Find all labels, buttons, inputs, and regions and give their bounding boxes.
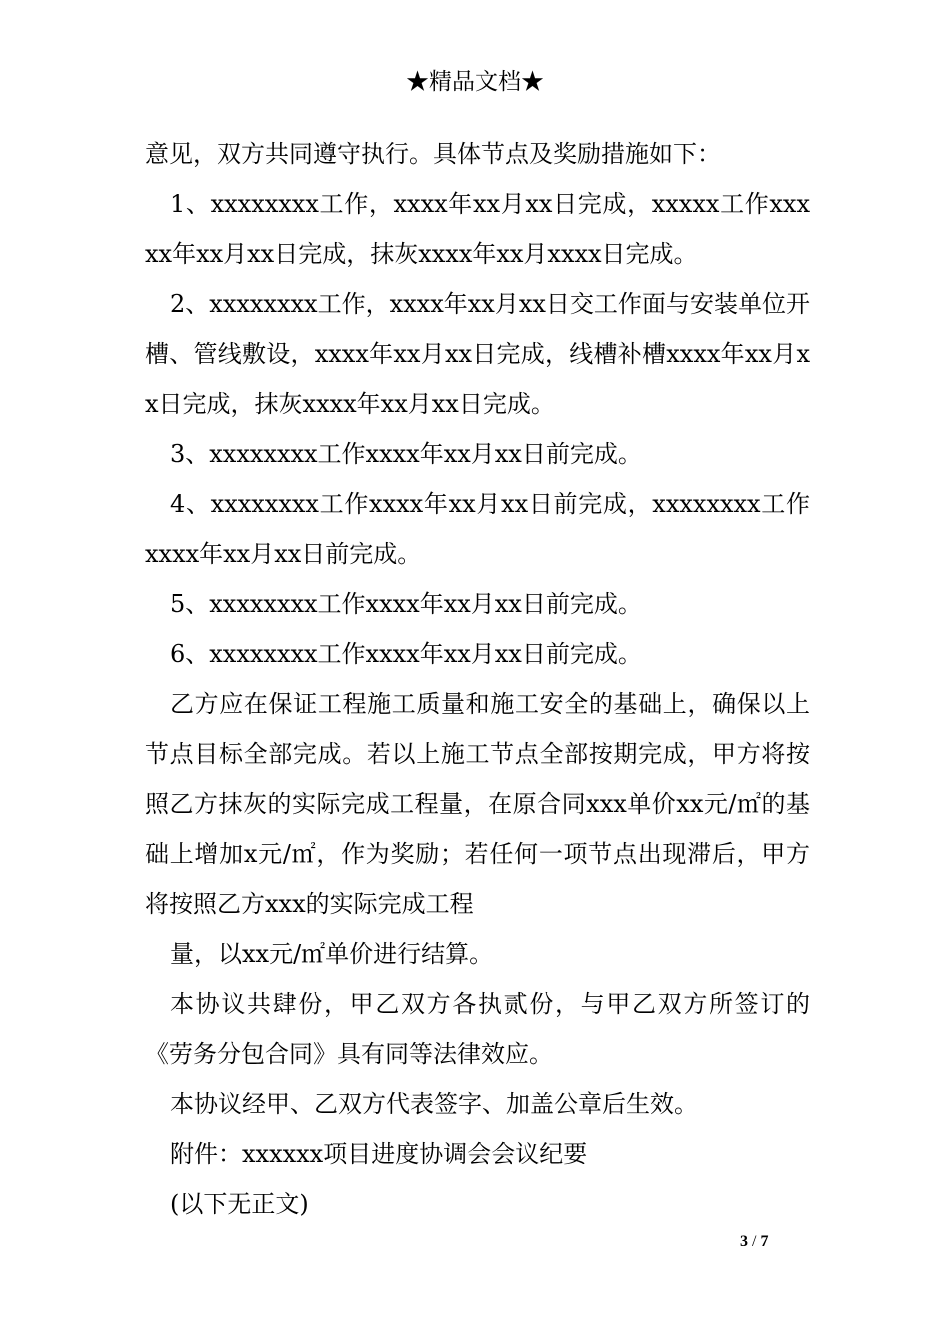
page-total: 7 — [760, 1233, 769, 1250]
document-header — [0, 66, 950, 98]
paragraph-item-6: 6、xxxxxxxx工作xxxx年xx月xx日前完成。 — [170, 640, 642, 668]
document-body — [145, 129, 810, 1229]
paragraph-item-2: 2、xxxxxxxx工作，xxxx年xx月xx日交工作面与安装单位开槽、管线敷设，xxxx年xx月xx日完成，线槽补槽xxxx年xx月xx日完成，抹灰xxxx年xx月xx日完成。 — [145, 290, 810, 418]
paragraph-item-3: 3、xxxxxxxx工作xxxx年xx月xx日前完成。 — [170, 440, 642, 468]
page-number — [740, 1232, 768, 1252]
paragraph-reward-terms: 乙方应在保证工程施工质量和施工安全的基础上，确保以上节点目标全部完成。若以上施工节点全部按期完成，甲方将按照乙方抹灰的实际完成工程量，在原合同xxx单价xx元/㎡的基础上增加x元/㎡，作为奖励；若任何一项节点出现滞后，甲方将按照乙方xxx的实际完成工程 — [145, 690, 810, 918]
paragraph-item-4: 4、xxxxxxxx工作xxxx年xx月xx日前完成，xxxxxxxx工作xxxx年xx月xx日前完成。 — [145, 490, 810, 568]
paragraph-item-5: 5、xxxxxxxx工作xxxx年xx月xx日前完成。 — [170, 590, 642, 618]
header-title: ★精品文档★ — [406, 69, 544, 95]
paragraph-continuation: 意见，双方共同遵守执行。具体节点及奖励措施如下： — [145, 140, 721, 168]
paragraph-end-note: (以下无正文) — [170, 1190, 309, 1218]
paragraph-settlement: 量，以xx元/㎡单价进行结算。 — [170, 940, 494, 968]
paragraph-item-1: 1、xxxxxxxx工作，xxxx年xx月xx日完成，xxxxx工作xxxxx年xx月xx日完成，抹灰xxxx年xx月xxxx日完成。 — [145, 190, 810, 268]
paragraph-effective: 本协议经甲、乙双方代表签字、加盖公章后生效。 — [170, 1090, 698, 1118]
page-current: 3 — [740, 1233, 748, 1250]
paragraph-attachment: 附件：xxxxxx项目进度协调会会议纪要 — [170, 1140, 588, 1168]
page-separator: / — [752, 1233, 757, 1250]
paragraph-copies: 本协议共肆份，甲乙双方各执贰份，与甲乙双方所签订的《劳务分包合同》具有同等法律效应。 — [145, 990, 810, 1068]
